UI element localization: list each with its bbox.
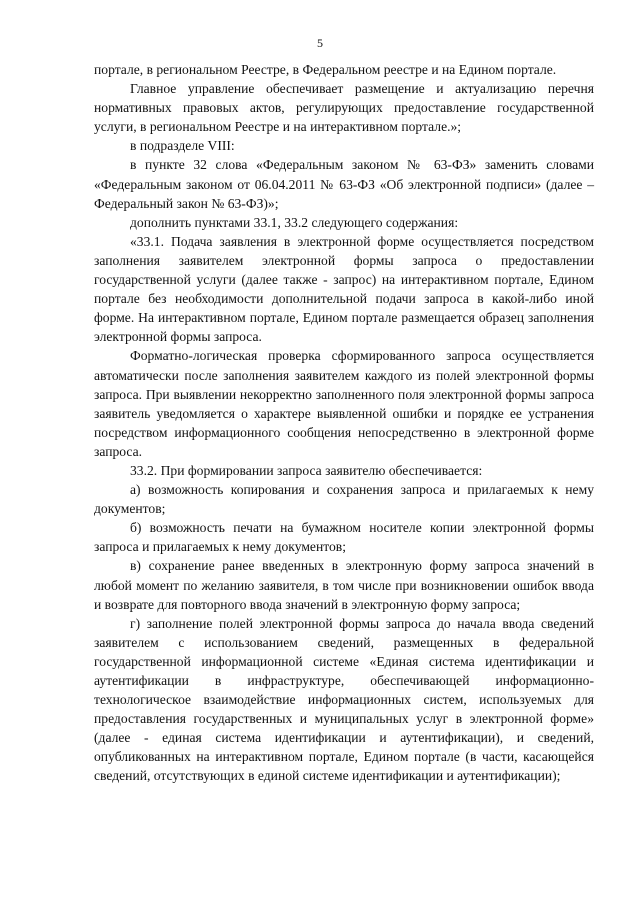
paragraph-add-clauses: дополнить пунктами 33.1, 33.2 следующего содержания: [130, 214, 459, 230]
paragraph-format-check: Форматно-логическая проверка сформированного запроса осуществляется автоматически после заполнения заявителем каждого из полей электронной формы запроса. При выявлении некорректно заполненного поля электронной формы запроса заявитель уведомляется о характере выявленной ошибки и порядке ее устранения посредством информационного сообщения непосредственно в электронной форме запроса. [94, 348, 594, 459]
list-item-b: б) возможность печати на бумажном носителе копии электронной формы запроса и прилагаемых к нему документов; [94, 520, 594, 555]
list-item-v: в) сохранение ранее введенных в электронную форму запроса значений в любой момент по желанию заявителя, в том числе при возникновении ошибок ввода и возврате для повторного ввода значений в электронную форму запроса; [94, 558, 594, 612]
page-number: 5 [317, 36, 323, 50]
paragraph-clause-32: в пункте 32 слова «Федеральным законом № 63-ФЗ» заменить словами «Федеральным законом от 06.04.2011 № 63-ФЗ «Об электронной подписи» (далее – Федеральный закон № 63-ФЗ)»; [94, 157, 594, 211]
paragraph-clause-33-2: 33.2. При формировании запроса заявителю обеспечивается: [130, 462, 483, 478]
list-item-g: г) заполнение полей электронной формы запроса до начала ввода сведений заявителем с использованием сведений, размещенных в федеральной государственной информационной системе «Единая система идентификации и аутентификации в инфраструктуре, обеспечивающей информационно-технологическое взаимодействие информационных систем, используемых для предоставления государственных и муниципальных услуг в электронной форме» (далее - единая система идентификации и аутентификации), и сведений, опубликованных на интерактивном портале, Едином портале (в части, касающейся сведений, отсутствующих в единой системе идентификации и аутентификации); [94, 615, 594, 784]
paragraph-clause-33-1: «33.1. Подача заявления в электронной форме осуществляется посредством заполнения заявителем электронной формы запроса о предоставлении государственной услуги (далее также - запрос) на интерактивном портале, Едином портале без необходимости дополнительной подачи запроса в какой-либо иной форме. На интерактивном портале, Едином портале размещается образец заполнения электронной формы запроса. [94, 233, 594, 345]
paragraph-subsection-viii: в подразделе VIII: [130, 138, 235, 154]
list-item-a: а) возможность копирования и сохранения запроса и прилагаемых к нему документов; [94, 482, 594, 517]
paragraph-main-directorate: Главное управление обеспечивает размещение и актуализацию перечня нормативных правовых актов, регулирующих предоставление государственной услуги, в региональном Реестре и на интерактивном портале.»; [94, 81, 594, 135]
paragraph-portal-continuation: портале, в региональном Реестре, в Федеральном реестре и на Едином портале. [94, 62, 557, 77]
document-body [94, 60, 594, 786]
